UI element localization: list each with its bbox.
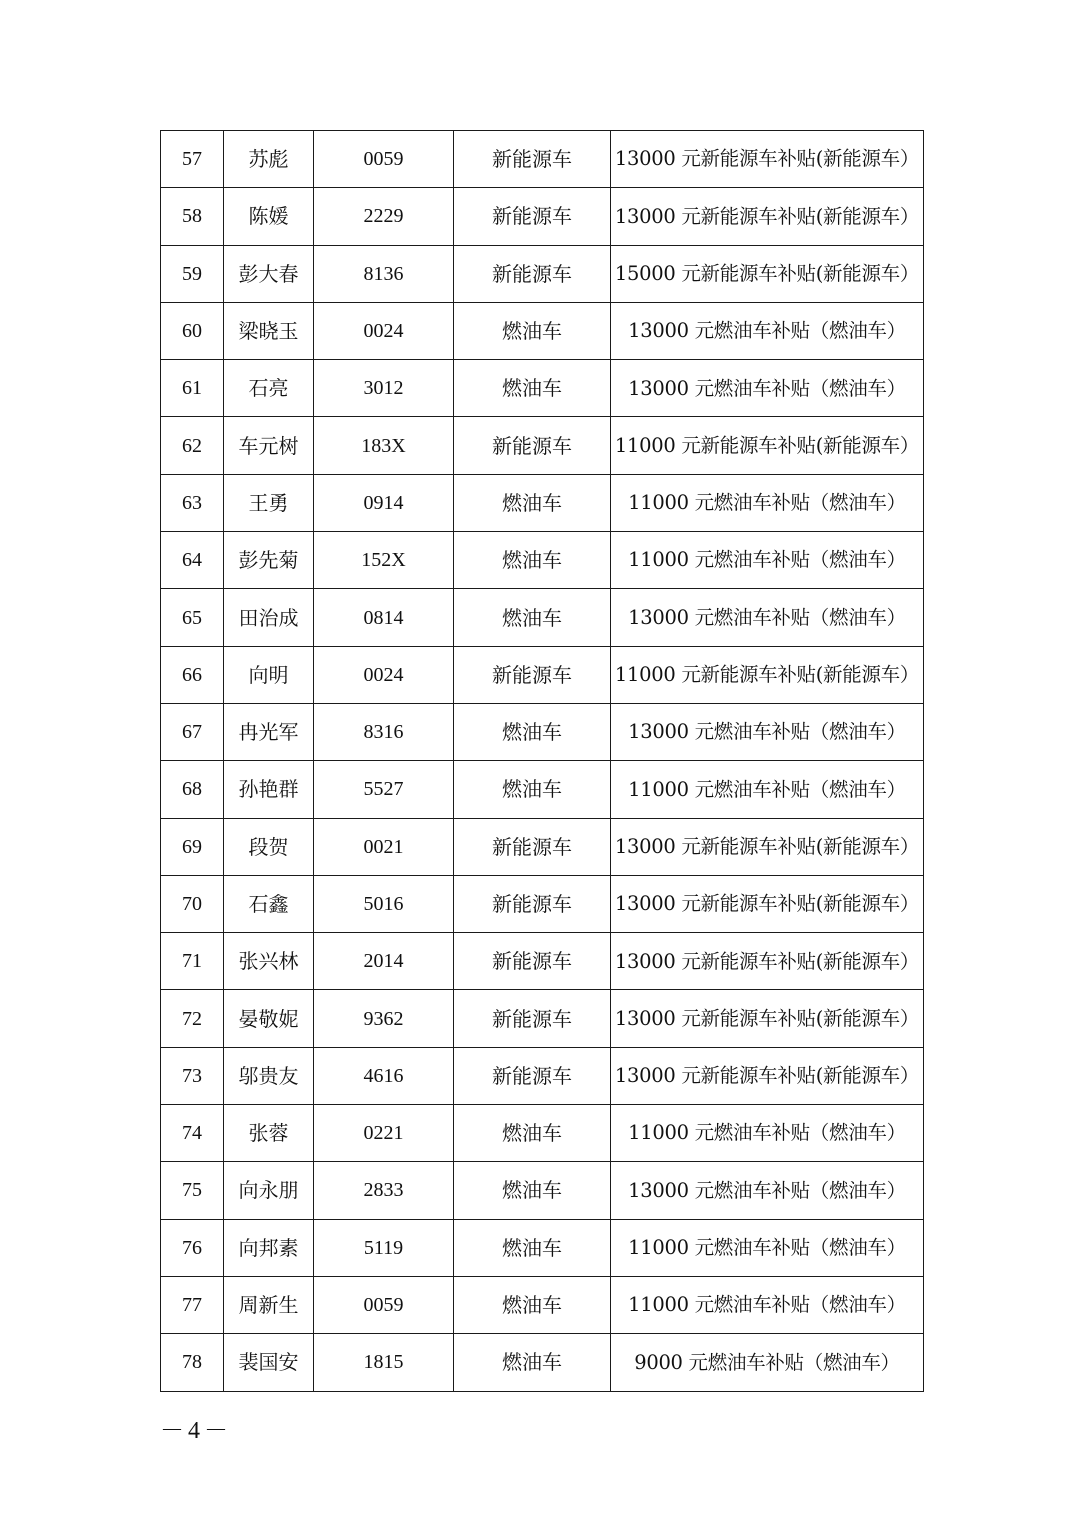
name-cell: 张蓉 (224, 1105, 314, 1162)
row-number-cell: 64 (161, 532, 224, 589)
name-cell: 周新生 (224, 1276, 314, 1333)
subsidy-cell: 13000 元燃油车补贴（燃油车） (611, 1162, 924, 1219)
vehicle-type-cell: 燃油车 (454, 532, 611, 589)
name-cell: 王勇 (224, 474, 314, 531)
name-cell: 彭先菊 (224, 532, 314, 589)
name-cell: 彭大春 (224, 245, 314, 302)
row-number-cell: 76 (161, 1219, 224, 1276)
table-row (161, 188, 924, 245)
row-number-cell: 63 (161, 474, 224, 531)
row-number-cell: 78 (161, 1334, 224, 1391)
vehicle-type-cell: 燃油车 (454, 589, 611, 646)
row-number-cell: 68 (161, 761, 224, 818)
row-number-cell: 67 (161, 703, 224, 760)
name-cell: 向明 (224, 646, 314, 703)
vehicle-type-cell: 新能源车 (454, 646, 611, 703)
name-cell: 向邦素 (224, 1219, 314, 1276)
name-cell: 田治成 (224, 589, 314, 646)
subsidy-table (160, 130, 924, 1392)
table-row (161, 360, 924, 417)
name-cell: 苏彪 (224, 131, 314, 188)
row-number-cell: 59 (161, 245, 224, 302)
vehicle-type-cell: 燃油车 (454, 1276, 611, 1333)
row-number-cell: 74 (161, 1105, 224, 1162)
subsidy-cell: 13000 元燃油车补贴（燃油车） (611, 360, 924, 417)
table-row (161, 1334, 924, 1391)
table-row (161, 532, 924, 589)
table-row (161, 1162, 924, 1219)
table-row (161, 818, 924, 875)
table-row (161, 1047, 924, 1104)
table-row (161, 1105, 924, 1162)
name-cell: 冉光军 (224, 703, 314, 760)
id-tail-cell: 152X (314, 532, 454, 589)
subsidy-cell: 13000 元新能源车补贴(新能源车） (611, 1047, 924, 1104)
vehicle-type-cell: 新能源车 (454, 188, 611, 245)
id-tail-cell: 0059 (314, 131, 454, 188)
row-number-cell: 69 (161, 818, 224, 875)
table-body (161, 131, 924, 1392)
vehicle-type-cell: 燃油车 (454, 1105, 611, 1162)
table-row (161, 875, 924, 932)
subsidy-cell: 11000 元燃油车补贴（燃油车） (611, 532, 924, 589)
id-tail-cell: 2833 (314, 1162, 454, 1219)
vehicle-type-cell: 新能源车 (454, 990, 611, 1047)
subsidy-cell: 13000 元燃油车补贴（燃油车） (611, 589, 924, 646)
subsidy-cell: 15000 元新能源车补贴(新能源车） (611, 245, 924, 302)
subsidy-cell: 11000 元燃油车补贴（燃油车） (611, 1219, 924, 1276)
subsidy-cell: 13000 元燃油车补贴（燃油车） (611, 703, 924, 760)
row-number-cell: 60 (161, 302, 224, 359)
table-row (161, 589, 924, 646)
name-cell: 段贺 (224, 818, 314, 875)
id-tail-cell: 8316 (314, 703, 454, 760)
name-cell: 张兴林 (224, 933, 314, 990)
id-tail-cell: 0914 (314, 474, 454, 531)
subsidy-cell: 11000 元新能源车补贴(新能源车） (611, 417, 924, 474)
id-tail-cell: 8136 (314, 245, 454, 302)
name-cell: 裴国安 (224, 1334, 314, 1391)
name-cell: 邬贵友 (224, 1047, 314, 1104)
id-tail-cell: 3012 (314, 360, 454, 417)
subsidy-cell: 13000 元新能源车补贴(新能源车） (611, 875, 924, 932)
row-number-cell: 75 (161, 1162, 224, 1219)
name-cell: 陈媛 (224, 188, 314, 245)
table-row (161, 703, 924, 760)
vehicle-type-cell: 燃油车 (454, 302, 611, 359)
subsidy-cell: 11000 元燃油车补贴（燃油车） (611, 474, 924, 531)
name-cell: 石鑫 (224, 875, 314, 932)
row-number-cell: 70 (161, 875, 224, 932)
table-row (161, 1219, 924, 1276)
id-tail-cell: 0024 (314, 646, 454, 703)
row-number-cell: 71 (161, 933, 224, 990)
table-row (161, 474, 924, 531)
vehicle-type-cell: 燃油车 (454, 360, 611, 417)
subsidy-cell: 13000 元燃油车补贴（燃油车） (611, 302, 924, 359)
vehicle-type-cell: 燃油车 (454, 761, 611, 818)
vehicle-type-cell: 新能源车 (454, 417, 611, 474)
page-number: －4－ (160, 1418, 232, 1444)
id-tail-cell: 0024 (314, 302, 454, 359)
row-number-cell: 66 (161, 646, 224, 703)
vehicle-type-cell: 新能源车 (454, 245, 611, 302)
id-tail-cell: 2229 (314, 188, 454, 245)
vehicle-type-cell: 燃油车 (454, 703, 611, 760)
id-tail-cell: 2014 (314, 933, 454, 990)
row-number-cell: 77 (161, 1276, 224, 1333)
row-number-cell: 61 (161, 360, 224, 417)
id-tail-cell: 0221 (314, 1105, 454, 1162)
table-row (161, 646, 924, 703)
subsidy-cell: 9000 元燃油车补贴（燃油车） (611, 1334, 924, 1391)
id-tail-cell: 0059 (314, 1276, 454, 1333)
table-row (161, 245, 924, 302)
id-tail-cell: 4616 (314, 1047, 454, 1104)
table-row (161, 933, 924, 990)
id-tail-cell: 0814 (314, 589, 454, 646)
row-number-cell: 73 (161, 1047, 224, 1104)
subsidy-cell: 11000 元燃油车补贴（燃油车） (611, 761, 924, 818)
name-cell: 孙艳群 (224, 761, 314, 818)
id-tail-cell: 5119 (314, 1219, 454, 1276)
vehicle-type-cell: 新能源车 (454, 875, 611, 932)
vehicle-type-cell: 燃油车 (454, 1334, 611, 1391)
name-cell: 石亮 (224, 360, 314, 417)
id-tail-cell: 183X (314, 417, 454, 474)
table-row (161, 1276, 924, 1333)
vehicle-type-cell: 燃油车 (454, 1162, 611, 1219)
table-row (161, 761, 924, 818)
row-number-cell: 65 (161, 589, 224, 646)
subsidy-cell: 13000 元新能源车补贴(新能源车） (611, 990, 924, 1047)
id-tail-cell: 5527 (314, 761, 454, 818)
subsidy-cell: 13000 元新能源车补贴(新能源车） (611, 188, 924, 245)
subsidy-cell: 13000 元新能源车补贴(新能源车） (611, 933, 924, 990)
subsidy-cell: 11000 元新能源车补贴(新能源车） (611, 646, 924, 703)
vehicle-type-cell: 新能源车 (454, 1047, 611, 1104)
subsidy-cell: 13000 元新能源车补贴(新能源车） (611, 131, 924, 188)
vehicle-type-cell: 新能源车 (454, 131, 611, 188)
id-tail-cell: 1815 (314, 1334, 454, 1391)
subsidy-cell: 11000 元燃油车补贴（燃油车） (611, 1276, 924, 1333)
vehicle-type-cell: 燃油车 (454, 1219, 611, 1276)
name-cell: 车元树 (224, 417, 314, 474)
id-tail-cell: 0021 (314, 818, 454, 875)
subsidy-cell: 11000 元燃油车补贴（燃油车） (611, 1105, 924, 1162)
subsidy-cell: 13000 元新能源车补贴(新能源车） (611, 818, 924, 875)
name-cell: 梁晓玉 (224, 302, 314, 359)
row-number-cell: 58 (161, 188, 224, 245)
id-tail-cell: 5016 (314, 875, 454, 932)
table-row (161, 990, 924, 1047)
name-cell: 晏敬妮 (224, 990, 314, 1047)
row-number-cell: 72 (161, 990, 224, 1047)
vehicle-type-cell: 燃油车 (454, 474, 611, 531)
table-row (161, 131, 924, 188)
table-row (161, 417, 924, 474)
vehicle-type-cell: 新能源车 (454, 818, 611, 875)
id-tail-cell: 9362 (314, 990, 454, 1047)
table-row (161, 302, 924, 359)
vehicle-type-cell: 新能源车 (454, 933, 611, 990)
row-number-cell: 62 (161, 417, 224, 474)
row-number-cell: 57 (161, 131, 224, 188)
name-cell: 向永朋 (224, 1162, 314, 1219)
